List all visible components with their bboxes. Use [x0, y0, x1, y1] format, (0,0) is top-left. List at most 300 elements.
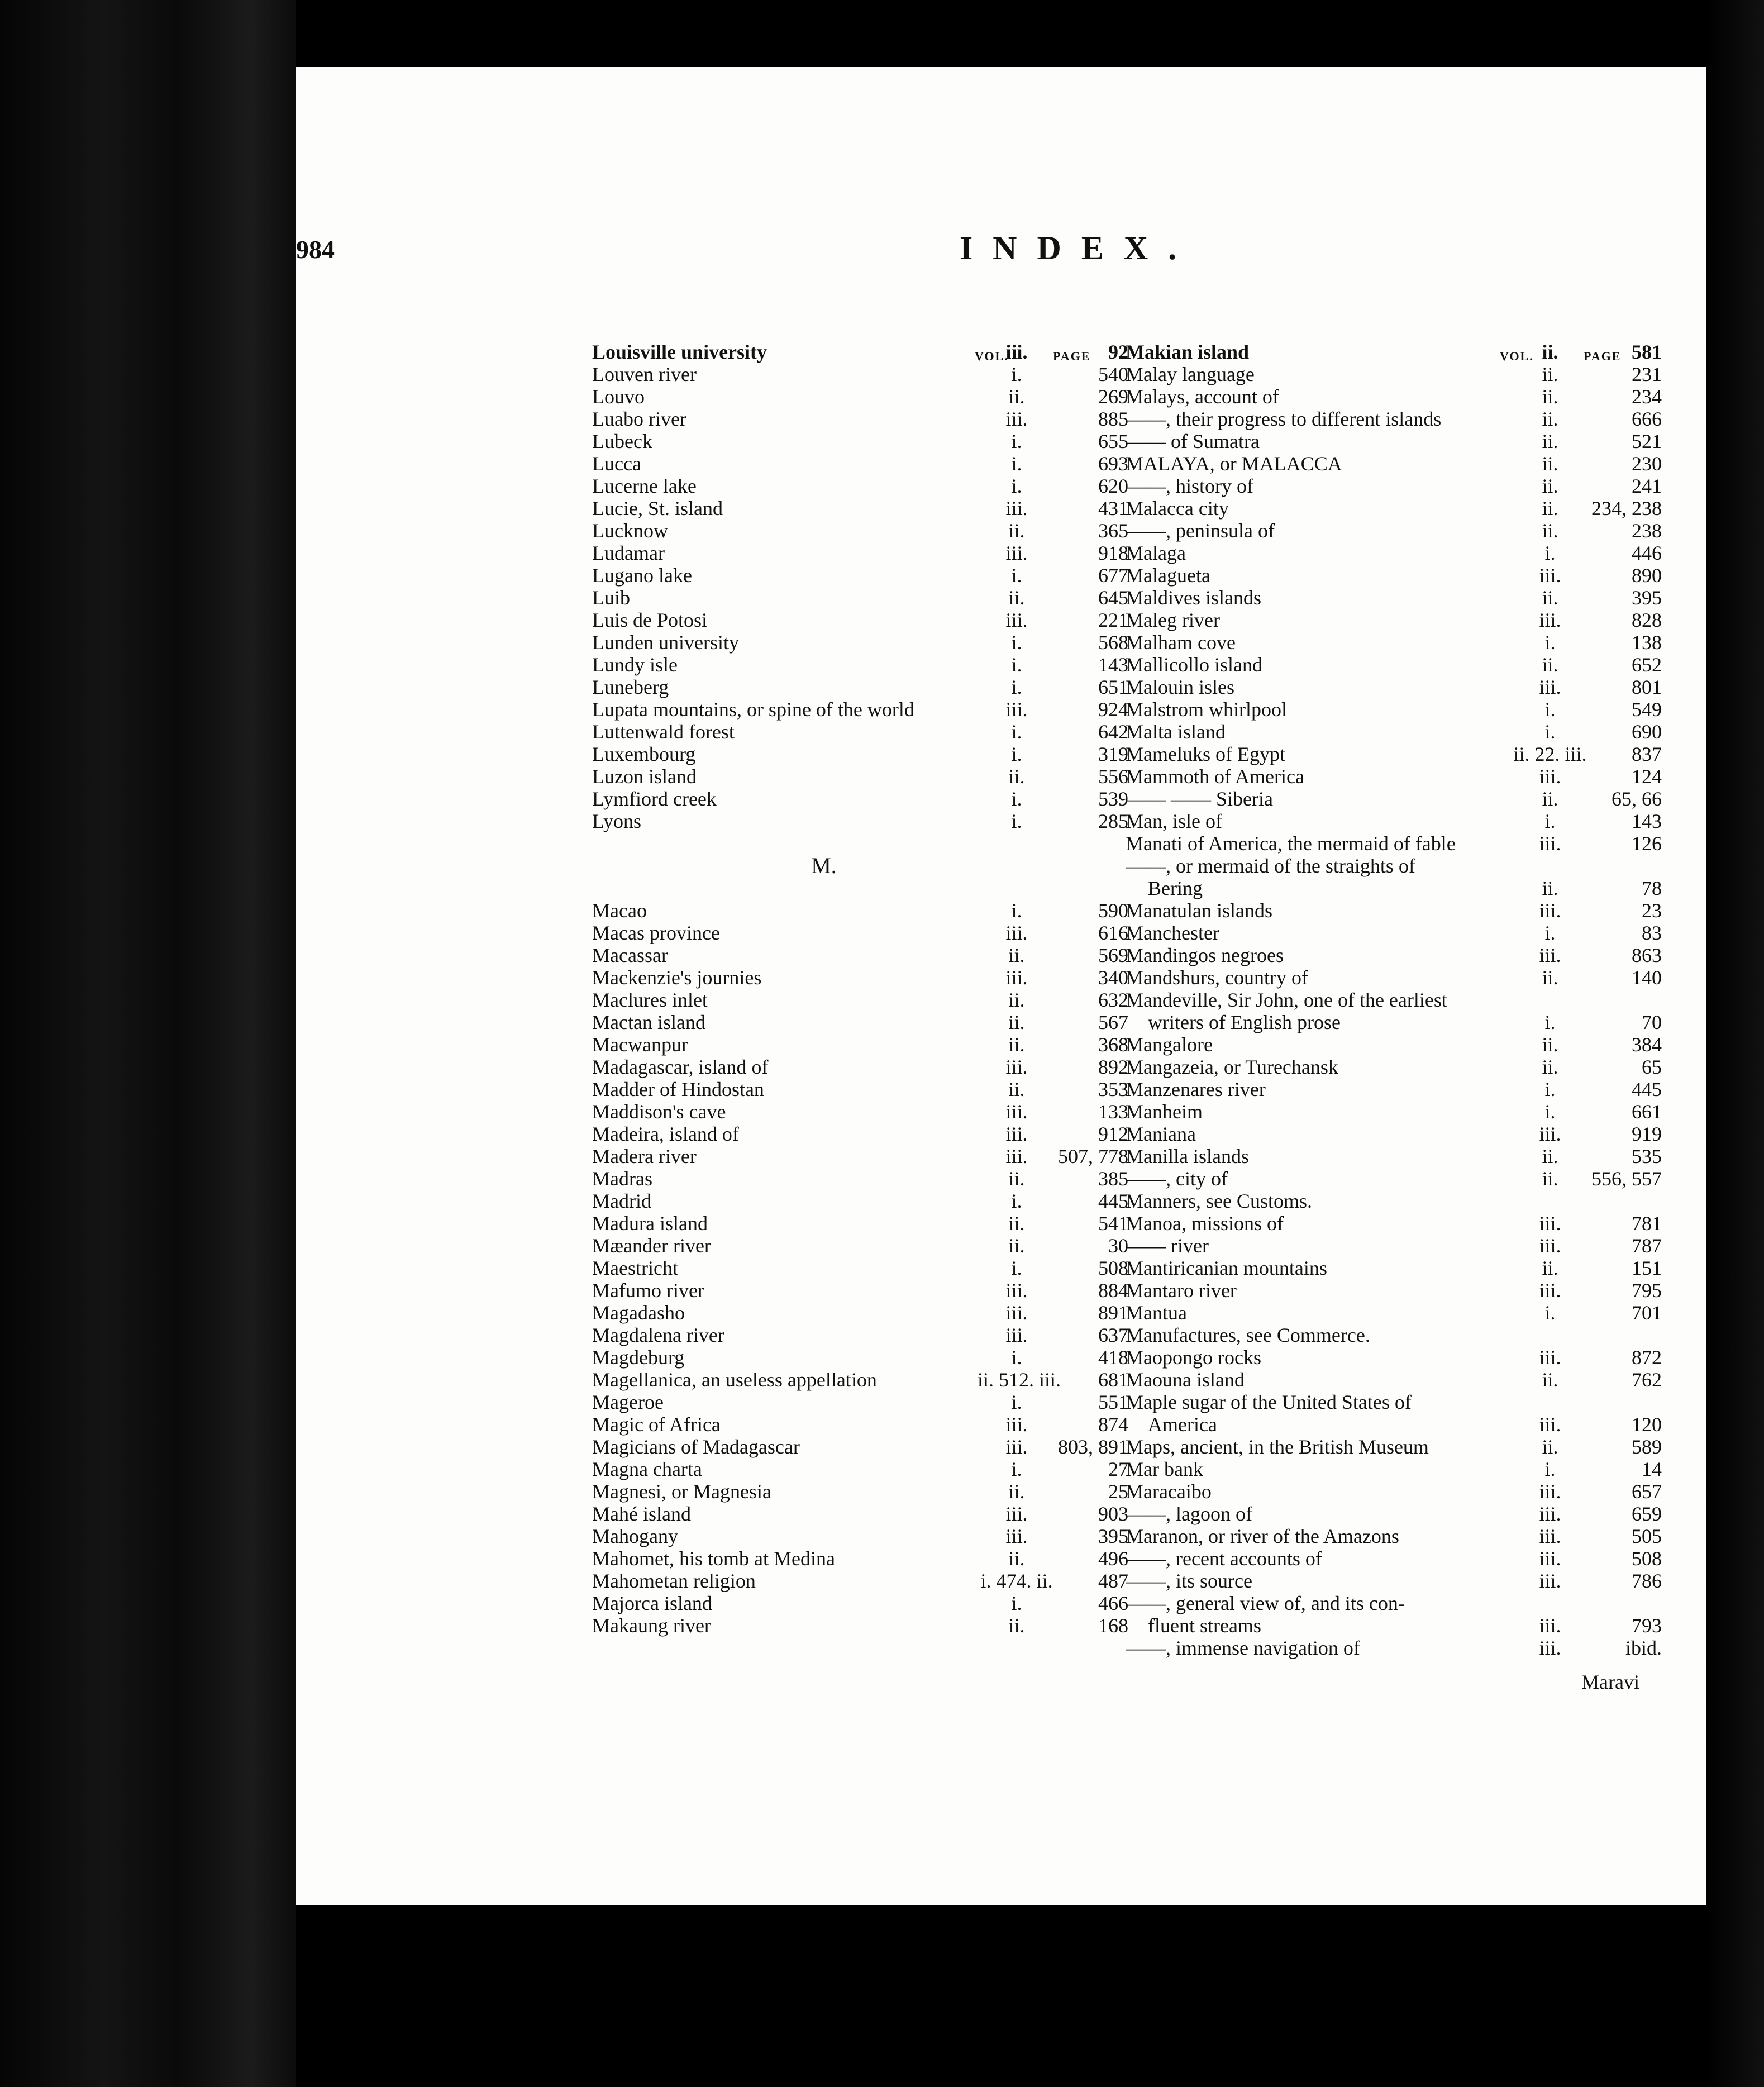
- index-entry: [1126, 654, 1662, 676]
- index-entry: [592, 1302, 1128, 1324]
- entry-page: 693: [1098, 452, 1128, 475]
- index-entry: [1126, 743, 1662, 765]
- entry-volume: ii.: [1008, 1011, 1025, 1033]
- entry-page: 762: [1632, 1369, 1662, 1391]
- index-entry: [592, 1279, 1128, 1302]
- index-entry: [592, 1391, 1128, 1413]
- right-vol-header: VOL.: [1500, 349, 1534, 363]
- entry-term: Louisville university: [592, 341, 767, 363]
- entry-term: Maouna island: [1126, 1369, 1245, 1391]
- entry-term: Malacca city: [1126, 497, 1229, 520]
- entry-volume: iii.: [1539, 1480, 1561, 1503]
- entry-volume: i.: [1544, 1100, 1556, 1123]
- entry-term: Luabo river: [592, 408, 686, 430]
- entry-volume: iii.: [1539, 1212, 1561, 1235]
- entry-term: Louvo: [592, 385, 645, 408]
- entry-page: 168: [1098, 1614, 1128, 1637]
- entry-page: 65: [1642, 1056, 1662, 1078]
- entry-volume: ii.: [1008, 587, 1025, 609]
- entry-page: ibid.: [1625, 1637, 1662, 1659]
- entry-page: 535: [1632, 1145, 1662, 1168]
- entry-page: 551: [1098, 1391, 1128, 1413]
- entry-page: 874: [1098, 1413, 1128, 1436]
- entry-volume: i.: [1011, 654, 1022, 676]
- entry-volume: iii.: [1539, 1614, 1561, 1637]
- entry-volume: ii. 22. iii.: [1513, 743, 1587, 765]
- entry-page: 890: [1632, 564, 1662, 587]
- entry-page: 884: [1098, 1279, 1128, 1302]
- entry-term: Madagascar, island of: [592, 1056, 769, 1078]
- section-letter: [592, 855, 1117, 877]
- index-entry: [1126, 989, 1651, 1011]
- index-entry: [592, 385, 1128, 408]
- right-page-header: PAGE: [1584, 349, 1622, 363]
- entry-term: Luneberg: [592, 676, 669, 698]
- entry-page: 590: [1098, 899, 1128, 922]
- entry-page: 70: [1642, 1011, 1662, 1033]
- entry-volume: iii.: [1005, 497, 1028, 520]
- entry-volume: ii.: [1542, 1056, 1558, 1078]
- entry-page: 795: [1632, 1279, 1662, 1302]
- entry-volume: i.: [1011, 1190, 1022, 1212]
- book-spine: [0, 0, 296, 2087]
- entry-page: 828: [1632, 609, 1662, 631]
- entry-page: 632: [1098, 989, 1128, 1011]
- entry-volume: ii.: [1542, 430, 1558, 452]
- entry-term: ——, its source: [1126, 1570, 1252, 1592]
- entry-term: Maldives islands: [1126, 587, 1261, 609]
- entry-term: Maps, ancient, in the British Museum: [1126, 1436, 1429, 1458]
- entry-term: Macassar: [592, 944, 668, 966]
- index-entry: [1126, 1570, 1662, 1592]
- index-entry: [592, 1011, 1128, 1033]
- index-entry: [1126, 1033, 1662, 1056]
- entry-term: Lubeck: [592, 430, 652, 452]
- index-entry: [592, 944, 1128, 966]
- index-entry: [592, 1212, 1128, 1235]
- index-entry: [592, 1547, 1128, 1570]
- catchword: Maravi: [1581, 1671, 1639, 1693]
- index-entry: [1126, 966, 1662, 989]
- index-entry: [1126, 922, 1662, 944]
- index-entry: [1126, 1592, 1651, 1614]
- entry-volume: iii.: [1539, 676, 1561, 698]
- index-entry: [592, 1458, 1128, 1480]
- entry-page: 368: [1098, 1033, 1128, 1056]
- index-entry: [1126, 363, 1662, 385]
- entry-volume: ii.: [1008, 765, 1025, 788]
- entry-volume: iii.: [1005, 408, 1028, 430]
- entry-page: 872: [1632, 1346, 1662, 1369]
- entry-volume: iii.: [1005, 1100, 1028, 1123]
- entry-term: Mahogany: [592, 1525, 678, 1547]
- entry-page: 140: [1632, 966, 1662, 989]
- entry-page: 83: [1642, 922, 1662, 944]
- entry-volume: ii.: [1542, 1369, 1558, 1391]
- entry-volume: ii.: [1008, 1235, 1025, 1257]
- entry-term: Manilla islands: [1126, 1145, 1249, 1168]
- entry-page: 661: [1632, 1100, 1662, 1123]
- entry-page: 65, 66: [1612, 788, 1662, 810]
- entry-page: 151: [1632, 1257, 1662, 1279]
- entry-page: 124: [1632, 765, 1662, 788]
- entry-page: 234, 238: [1591, 497, 1662, 520]
- entry-term: Luttenwald forest: [592, 721, 735, 743]
- entry-page: 919: [1632, 1123, 1662, 1145]
- index-entry: [592, 1413, 1128, 1436]
- entry-volume: i.: [1011, 430, 1022, 452]
- index-entry: [592, 832, 1117, 855]
- entry-page: 319: [1098, 743, 1128, 765]
- entry-page: 786: [1632, 1570, 1662, 1592]
- index-entry: [1126, 1369, 1662, 1391]
- index-left-column: [592, 341, 1128, 1637]
- entry-volume: i.: [1544, 1302, 1556, 1324]
- index-entry: [592, 1168, 1128, 1190]
- entry-volume: ii.: [1542, 452, 1558, 475]
- index-entry: [592, 1369, 1128, 1391]
- entry-term: Luzon island: [592, 765, 697, 788]
- entry-term: Magnesi, or Magnesia: [592, 1480, 771, 1503]
- entry-volume: i.: [1011, 676, 1022, 698]
- index-entry: [592, 877, 1117, 899]
- index-entry: [1126, 1436, 1662, 1458]
- entry-term: Magadasho: [592, 1302, 685, 1324]
- index-entry: [592, 564, 1128, 587]
- entry-page: 508: [1098, 1257, 1128, 1279]
- index-entry: [1126, 1391, 1651, 1413]
- entry-term: Mafumo river: [592, 1279, 704, 1302]
- entry-term: Manchester: [1126, 922, 1219, 944]
- entry-page: 25: [1108, 1480, 1128, 1503]
- entry-page: 903: [1098, 1503, 1128, 1525]
- entry-volume: iii.: [1539, 1123, 1561, 1145]
- index-entry: [592, 497, 1128, 520]
- entry-page: 234: [1632, 385, 1662, 408]
- entry-page: 540: [1098, 363, 1128, 385]
- entry-term: Magellanica, an useless appellation: [592, 1369, 877, 1391]
- index-entry: [1126, 475, 1662, 497]
- entry-page: 385: [1098, 1168, 1128, 1190]
- entry-page: 645: [1098, 587, 1128, 609]
- entry-term: Mactan island: [592, 1011, 705, 1033]
- index-entry: [592, 654, 1128, 676]
- index-entry: [1126, 1324, 1651, 1346]
- entry-volume: iii.: [1539, 1235, 1561, 1257]
- entry-page: 221: [1098, 609, 1128, 631]
- entry-term: Makaung river: [592, 1614, 711, 1637]
- entry-term: Madder of Hindostan: [592, 1078, 764, 1100]
- entry-page: 445: [1632, 1078, 1662, 1100]
- entry-volume: ii.: [1542, 1145, 1558, 1168]
- entry-term: Majorca island: [592, 1592, 712, 1614]
- entry-term: Malaga: [1126, 542, 1186, 564]
- entry-volume: iii.: [1005, 1123, 1028, 1145]
- index-entry: [1126, 1212, 1662, 1235]
- index-entry: [1126, 1168, 1662, 1190]
- entry-term: Maple sugar of the United States of: [1126, 1391, 1412, 1413]
- entry-term: Lyons: [592, 810, 642, 832]
- entry-volume: iii.: [1539, 1570, 1561, 1592]
- entry-page: 487: [1098, 1570, 1128, 1592]
- entry-volume: iii.: [1539, 1279, 1561, 1302]
- entry-term: Magdeburg: [592, 1346, 685, 1369]
- index-entry: [1126, 1302, 1662, 1324]
- entry-volume: ii.: [1542, 877, 1558, 899]
- index-entry: [1126, 497, 1662, 520]
- running-head: INDEX.: [959, 230, 1197, 266]
- entry-volume: ii.: [1008, 520, 1025, 542]
- entry-term: Lugano lake: [592, 564, 692, 587]
- entry-page: 701: [1632, 1302, 1662, 1324]
- entry-term: —— river: [1126, 1235, 1209, 1257]
- entry-page: 230: [1632, 452, 1662, 475]
- index-entry: [1126, 1637, 1662, 1659]
- entry-page: 431: [1098, 497, 1128, 520]
- entry-volume: ii.: [1542, 587, 1558, 609]
- entry-term: Mameluks of Egypt: [1126, 743, 1285, 765]
- entry-volume: i.: [1544, 1458, 1556, 1480]
- entry-page: 659: [1632, 1503, 1662, 1525]
- entry-term: —— of Sumatra: [1126, 430, 1260, 452]
- entry-term: Mantaro river: [1126, 1279, 1237, 1302]
- index-entry: [592, 1503, 1128, 1525]
- index-entry: [1126, 1279, 1662, 1302]
- entry-term: Madeira, island of: [592, 1123, 739, 1145]
- entry-page: 30: [1108, 1235, 1128, 1257]
- entry-volume: iii.: [1005, 698, 1028, 721]
- entry-term: Mar bank: [1126, 1458, 1203, 1480]
- entry-term: Malays, account of: [1126, 385, 1279, 408]
- entry-volume: iii.: [1005, 609, 1028, 631]
- entry-page: 568: [1098, 631, 1128, 654]
- entry-page: 924: [1098, 698, 1128, 721]
- entry-term: ——, their progress to different islands: [1126, 408, 1442, 430]
- index-entry: [1126, 1503, 1662, 1525]
- index-entry: [1126, 1480, 1662, 1503]
- entry-volume: iii.: [1005, 1279, 1028, 1302]
- index-entry: [592, 922, 1128, 944]
- index-entry: [1126, 1123, 1662, 1145]
- index-entry: [592, 1123, 1128, 1145]
- entry-page: 655: [1098, 430, 1128, 452]
- entry-term: Manners, see Customs.: [1126, 1190, 1312, 1212]
- entry-page: 620: [1098, 475, 1128, 497]
- entry-page: 143: [1632, 810, 1662, 832]
- entry-term: Mæander river: [592, 1235, 711, 1257]
- entry-page: 690: [1632, 721, 1662, 743]
- entry-term: Maestricht: [592, 1257, 678, 1279]
- entry-volume: ii.: [1542, 385, 1558, 408]
- index-entry: [592, 1190, 1128, 1212]
- entry-volume: i.: [1011, 721, 1022, 743]
- entry-page: 616: [1098, 922, 1128, 944]
- index-entry: [592, 1614, 1128, 1637]
- entry-term: Magicians of Madagascar: [592, 1436, 800, 1458]
- index-entry: [592, 1592, 1128, 1614]
- index-entry: [1126, 609, 1662, 631]
- entry-term: Magic of Africa: [592, 1413, 721, 1436]
- entry-term: Lucca: [592, 452, 641, 475]
- entry-volume: iii.: [1005, 1324, 1028, 1346]
- index-entry: [1126, 1235, 1662, 1257]
- entry-volume: iii.: [1005, 1145, 1028, 1168]
- entry-term: Lymfiord creek: [592, 788, 717, 810]
- entry-page: 508: [1632, 1547, 1662, 1570]
- entry-volume: ii.: [1008, 1614, 1025, 1637]
- index-entry: [1126, 1346, 1662, 1369]
- index-entry: [592, 609, 1128, 631]
- index-entry: [1126, 1413, 1662, 1436]
- entry-term: Mangalore: [1126, 1033, 1213, 1056]
- entry-page: 133: [1098, 1100, 1128, 1123]
- entry-volume: i.: [1011, 810, 1022, 832]
- entry-page: 837: [1632, 743, 1662, 765]
- index-entry: [1126, 899, 1662, 922]
- entry-term: Manheim: [1126, 1100, 1203, 1123]
- entry-term: Manoa, missions of: [1126, 1212, 1284, 1235]
- entry-volume: i.: [1011, 1592, 1022, 1614]
- entry-term: Mallicollo island: [1126, 654, 1262, 676]
- index-entry: [592, 1525, 1128, 1547]
- entry-term: Luib: [592, 587, 630, 609]
- entry-term: Mantua: [1126, 1302, 1187, 1324]
- entry-page: 781: [1632, 1212, 1662, 1235]
- entry-page: 793: [1632, 1614, 1662, 1637]
- entry-term: Mangazeia, or Turechansk: [1126, 1056, 1338, 1078]
- entry-page: 801: [1632, 676, 1662, 698]
- index-entry: [1126, 452, 1662, 475]
- index-entry: [1126, 1190, 1651, 1212]
- entry-volume: iii.: [1539, 1413, 1561, 1436]
- entry-term: Magdalena river: [592, 1324, 724, 1346]
- entry-page: 466: [1098, 1592, 1128, 1614]
- index-entry: [1126, 631, 1662, 654]
- index-entry: [592, 989, 1128, 1011]
- left-vol-header: VOL.: [975, 349, 1009, 363]
- entry-volume: ii.: [1542, 497, 1558, 520]
- entry-term: Mandeville, Sir John, one of the earliest: [1126, 989, 1447, 1011]
- index-entry: [1126, 564, 1662, 587]
- entry-term: —— —— Siberia: [1126, 788, 1273, 810]
- entry-volume: iii.: [1539, 1346, 1561, 1369]
- entry-page: 787: [1632, 1235, 1662, 1257]
- entry-page: 418: [1098, 1346, 1128, 1369]
- entry-volume: iii.: [1005, 341, 1028, 363]
- entry-volume: i.: [1544, 1078, 1556, 1100]
- index-entry: [1126, 676, 1662, 698]
- entry-volume: iii.: [1005, 1525, 1028, 1547]
- entry-page: 143: [1098, 654, 1128, 676]
- index-entry: [592, 1436, 1128, 1458]
- entry-page: 269: [1098, 385, 1128, 408]
- index-entry: [1126, 587, 1662, 609]
- entry-term: Mammoth of America: [1126, 765, 1304, 788]
- entry-volume: iii.: [1005, 1503, 1028, 1525]
- entry-volume: iii.: [1005, 542, 1028, 564]
- entry-page: 126: [1632, 832, 1662, 855]
- entry-term: Macas province: [592, 922, 720, 944]
- entry-page: 521: [1632, 430, 1662, 452]
- index-entry: [1126, 832, 1662, 855]
- entry-page: 652: [1632, 654, 1662, 676]
- index-entry: [592, 408, 1128, 430]
- index-entry: [1126, 788, 1662, 810]
- entry-volume: ii.: [1008, 944, 1025, 966]
- entry-page: 637: [1098, 1324, 1128, 1346]
- entry-term: Lupata mountains, or spine of the world: [592, 698, 914, 721]
- entry-volume: ii.: [1008, 989, 1025, 1011]
- left-page-header: PAGE: [1053, 349, 1091, 363]
- entry-page: 446: [1632, 542, 1662, 564]
- entry-volume: i.: [1544, 1011, 1556, 1033]
- entry-page: 803, 891: [1058, 1436, 1128, 1458]
- index-entry: [592, 721, 1128, 743]
- entry-volume: i.: [1544, 631, 1556, 654]
- entry-term: Lunden university: [592, 631, 739, 654]
- index-entry: [1126, 341, 1662, 363]
- entry-term: Manzenares river: [1126, 1078, 1266, 1100]
- entry-term: Mahomet, his tomb at Medina: [592, 1547, 835, 1570]
- page-number: 984: [296, 235, 335, 264]
- entry-page: 549: [1632, 698, 1662, 721]
- entry-page: 138: [1632, 631, 1662, 654]
- entry-page: 863: [1632, 944, 1662, 966]
- entry-volume: ii.: [1008, 1547, 1025, 1570]
- entry-volume: ii.: [1542, 408, 1558, 430]
- entry-term: Maleg river: [1126, 609, 1220, 631]
- entry-term: Mageroe: [592, 1391, 664, 1413]
- entry-term: Luxembourg: [592, 743, 696, 765]
- index-entry: [1126, 721, 1662, 743]
- entry-volume: ii.: [1542, 1168, 1558, 1190]
- entry-volume: i.: [1011, 452, 1022, 475]
- index-entry: [592, 743, 1128, 765]
- entry-page: 912: [1098, 1123, 1128, 1145]
- entry-term: ——, or mermaid of the straights of: [1126, 855, 1415, 877]
- entry-volume: ii.: [1542, 363, 1558, 385]
- entry-volume: ii.: [1542, 1257, 1558, 1279]
- entry-term: Madura island: [592, 1212, 708, 1235]
- index-entry: [592, 765, 1128, 788]
- index-entry: [1126, 385, 1662, 408]
- index-entry: [592, 698, 1128, 721]
- entry-page: 78: [1642, 877, 1662, 899]
- entry-volume: ii.: [1008, 385, 1025, 408]
- entry-page: 507, 778: [1058, 1145, 1128, 1168]
- entry-page: 556, 557: [1591, 1168, 1662, 1190]
- entry-page: 395: [1632, 587, 1662, 609]
- entry-volume: i.: [1011, 788, 1022, 810]
- index-entry: [1126, 1525, 1662, 1547]
- entry-term: Magna charta: [592, 1458, 702, 1480]
- entry-term: Manufactures, see Commerce.: [1126, 1324, 1370, 1346]
- entry-page: 556: [1098, 765, 1128, 788]
- entry-volume: iii.: [1539, 765, 1561, 788]
- entry-page: 891: [1098, 1302, 1128, 1324]
- index-entry: [592, 966, 1128, 989]
- entry-page: 892: [1098, 1056, 1128, 1078]
- entry-volume: iii.: [1005, 966, 1028, 989]
- entry-page: 581: [1632, 341, 1662, 363]
- index-entry: [1126, 810, 1662, 832]
- entry-term: Mantiricanian mountains: [1126, 1257, 1327, 1279]
- entry-term: Lucie, St. island: [592, 497, 723, 520]
- entry-term: Malstrom whirlpool: [1126, 698, 1287, 721]
- entry-term: Manatulan islands: [1126, 899, 1272, 922]
- entry-page: 231: [1632, 363, 1662, 385]
- entry-page: 589: [1632, 1436, 1662, 1458]
